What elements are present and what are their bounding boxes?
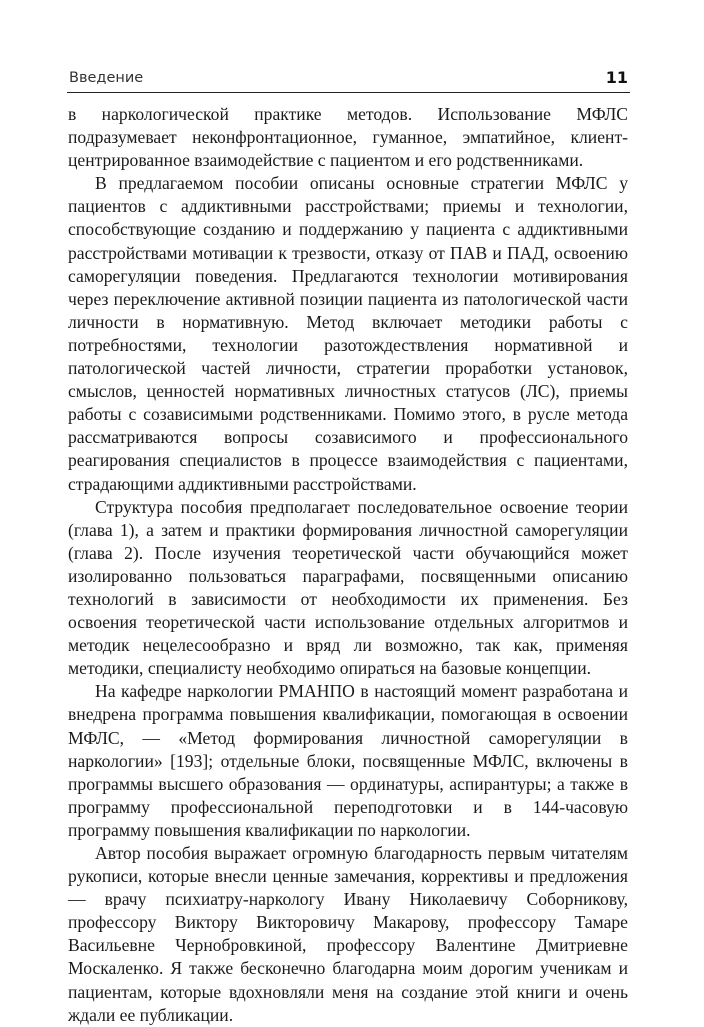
- section-title: Введение: [69, 70, 144, 86]
- paragraph-acknowledgements: Автор пособия выражает огромную благодарность первым читателям рукописи, которые внесли ценные замечания, коррективы и предложения — врачу психиатру-наркологу Ивану Николаевичу Соборникову, профессору Виктору Викторовичу Макарову, профессору Тамаре Васильевне Чернобровкиной, профессору Валентине Дмитриевне Москаленко. Я также бесконечно благодарна моим дорогим ученикам и пациентам, которые вдохновляли меня на создание этой книги и очень ждали ее публикации.: [68, 843, 628, 1025]
- paragraph-department: На кафедре наркологии РМАНПО в настоящий момент разработана и внедрена программа повышения квалификации, помогающая в освоении МФЛС, — «Метод формирования личностной саморегуляции в наркологии» [193]; отдельные блоки, посвященные МФЛС, включены в программы высшего образования — ординатуры, аспирантуры; а также в программу профессиональной переподготовки и в 144-часовую программу повышения квалификации по наркологии.: [68, 681, 628, 840]
- body-text: [68, 103, 628, 1027]
- page-number: 11: [605, 68, 628, 87]
- paragraph-structure: Структура пособия предполагает последовательное освоение теории (глава 1), а затем и практики формирования личностной саморегуляции (глава 2). После изучения теоретической части обучающийся может изолированно пользоваться параграфами, посвященными описанию технологий в зависимости от необходимости их применения. Без освоения теоретической части использование отдельных алгоритмов и методик нецелесообразно и вряд ли возможно, так как, применяя методики, специалисту необходимо опираться на базовые концепции.: [68, 496, 628, 679]
- running-header: [67, 66, 630, 93]
- paragraph-strategies: В предлагаемом пособии описаны основные стратегии МФЛС у пациентов с аддиктивными расстройствами; приемы и технологии, способствующие созданию и поддержанию у пациента с аддиктивными расстройствами мотивации к трезвости, отказу от ПАВ и ПАД, освоению саморегуляции поведения. Предлагаются технологии мотивирования через переключение активной позиции пациента из патологической части личности в нормативную. Метод включает методики работы с потребностями, технологии разотождествления нормативной и патологической частей личности, стратегии проработки установок, смыслов, ценностей нормативных личностных статусов (ЛС), приемы работы с созависимыми родственниками. Помимо этого, в русле метода рассматриваются вопросы созависимого и профессионального реагирования специалистов в процессе взаимодействия с пациентами, страдающими аддиктивными расстройствами.: [68, 173, 628, 494]
- paragraph-continuation: в наркологической практике методов. Использование МФЛС подразумевает неконфронтационное, гуманное, эмпатийное, клиент-центрированное взаимодействие с пациентом и его родственниками.: [68, 104, 628, 171]
